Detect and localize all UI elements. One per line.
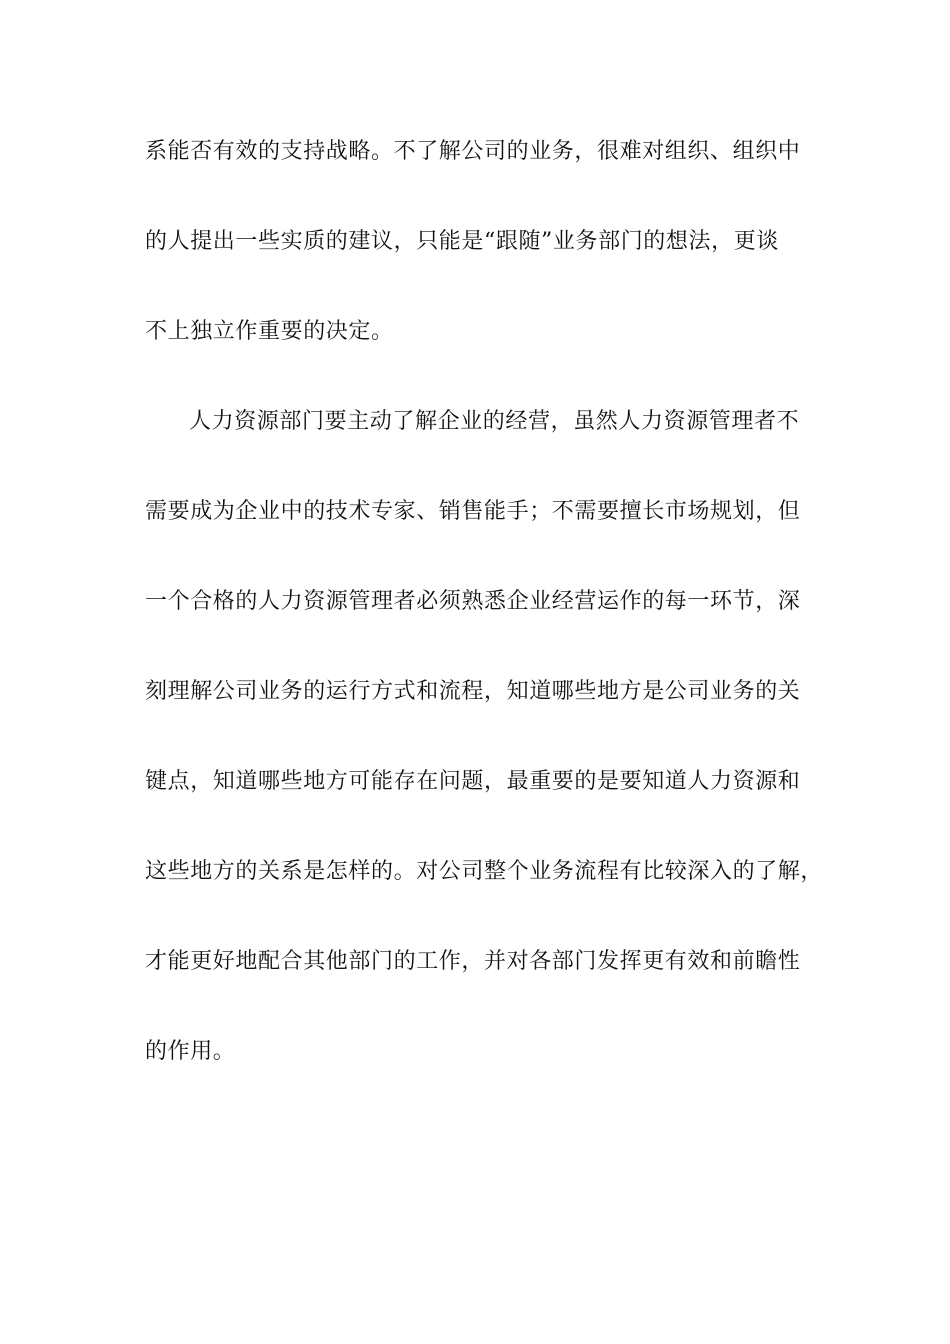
paragraph-line: 键点，知道哪些地方可能存在问题，最重要的是要知道人力资源和: [145, 769, 801, 794]
paragraph-line: 的人提出一些实质的建议，只能是“跟随”业务部门的想法，更谈: [145, 229, 779, 254]
paragraph-line: 才能更好地配合其他部门的工作，并对各部门发挥更有效和前瞻性: [145, 949, 801, 974]
paragraph-line: 不上独立作重要的决定。: [145, 319, 394, 344]
paragraph-line: 一个合格的人力资源管理者必须熟悉企业经营运作的每一环节，深: [145, 589, 801, 614]
paragraph-line: 系能否有效的支持战略。不了解公司的业务，很难对组织、组织中: [145, 139, 801, 164]
paragraph-first-line: 人力资源部门要主动了解企业的经营，虽然人力资源管理者不: [189, 409, 800, 434]
paragraph-line: 这些地方的关系是怎样的。对公司整个业务流程有比较深入的了解，: [145, 859, 824, 884]
paragraph-line: 的作用。: [145, 1039, 236, 1064]
paragraph-line: 需要成为企业中的技术专家、销售能手；不需要擅长市场规划，但: [145, 499, 801, 524]
paragraph-line: 刻理解公司业务的运行方式和流程，知道哪些地方是公司业务的关: [145, 679, 801, 704]
